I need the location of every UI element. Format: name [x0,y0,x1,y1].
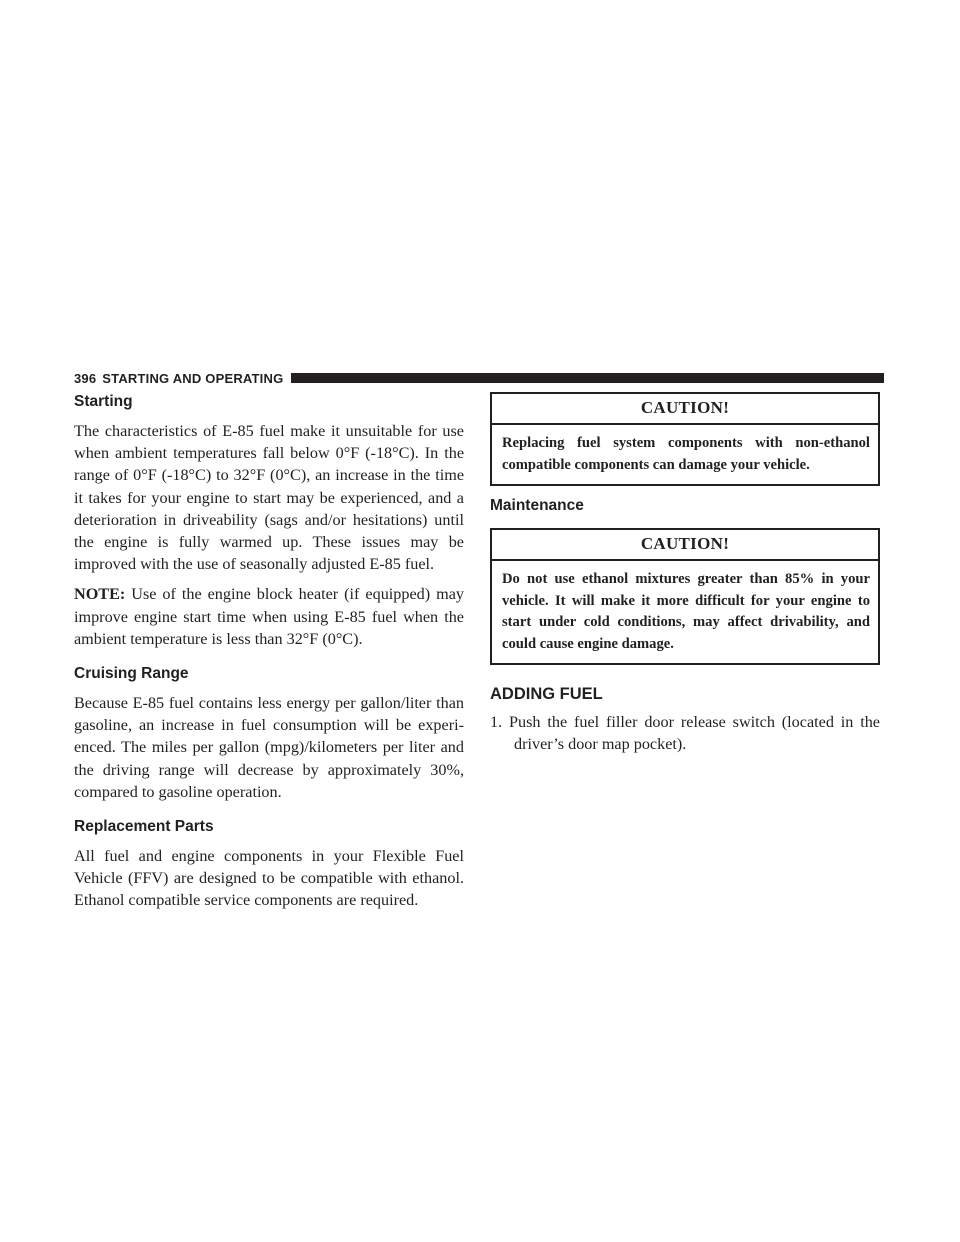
caution-title: CAUTION! [492,530,878,561]
starting-paragraph: The characteristics of E-85 fuel make it unsuitable for use when ambient temperatures fall below 0°F (-18°C). In the range of 0°F (-18°C) to 32°F (0°C), an increase in the time it takes for your engine to start may be experienced, and a deterioration in driveability (sags and/or hesitations) until the engine is fully warmed up. These issues may be improved with the use of seasonally adjusted E-85 fuel. [74,422,464,574]
replacement-parts-paragraph: All fuel and engine components in your Flexible Fuel Vehicle (FFV) are designed to be compatible with ethanol. Ethanol compatible service components are required. [74,847,464,910]
section-title: STARTING AND OPERATING [102,370,284,386]
caution-box-fuel-components [490,392,880,486]
right-column [490,392,880,755]
note-label: NOTE: [74,585,126,604]
note-text: Use of the engine block heater (if equipped) may improve engine start time when using E-85 fuel when the ambient temperature is less than 32°F (0°C). [74,585,464,648]
adding-fuel-heading: ADDING FUEL [490,685,603,703]
header-rule [291,373,884,383]
caution-title: CAUTION! [492,394,878,425]
caution-box-ethanol-mixtures [490,528,880,665]
page-number: 396 [74,370,97,386]
caution-body: Replacing fuel system components with non-ethanol compatible components can damage your vehicle. [502,435,870,473]
list-item: 1. Push the fuel filler door release switch (located in the driver’s door map pocket). [490,713,880,754]
page-header [74,370,884,386]
replacement-parts-heading: Replacement Parts [74,818,214,836]
note-paragraph [74,583,464,650]
left-column [74,392,464,920]
starting-heading: Starting [74,393,133,410]
cruising-range-paragraph: Because E-85 fuel contains less energy per gallon/liter than gasoline, an increase in fuel consumption will be experi- enced. The miles per gallon (mpg)/kilometers per liter and the driving range will decrease by approximately 30%, compared to gasoline operation. [74,694,464,801]
cruising-range-heading: Cruising Range [74,665,189,683]
caution-body: Do not use ethanol mixtures greater than 85% in your vehicle. It will make it more difficult for your engine to start under cold conditions, may affect drivability, and could cause engine damage. [502,571,870,652]
maintenance-heading: Maintenance [490,497,584,514]
